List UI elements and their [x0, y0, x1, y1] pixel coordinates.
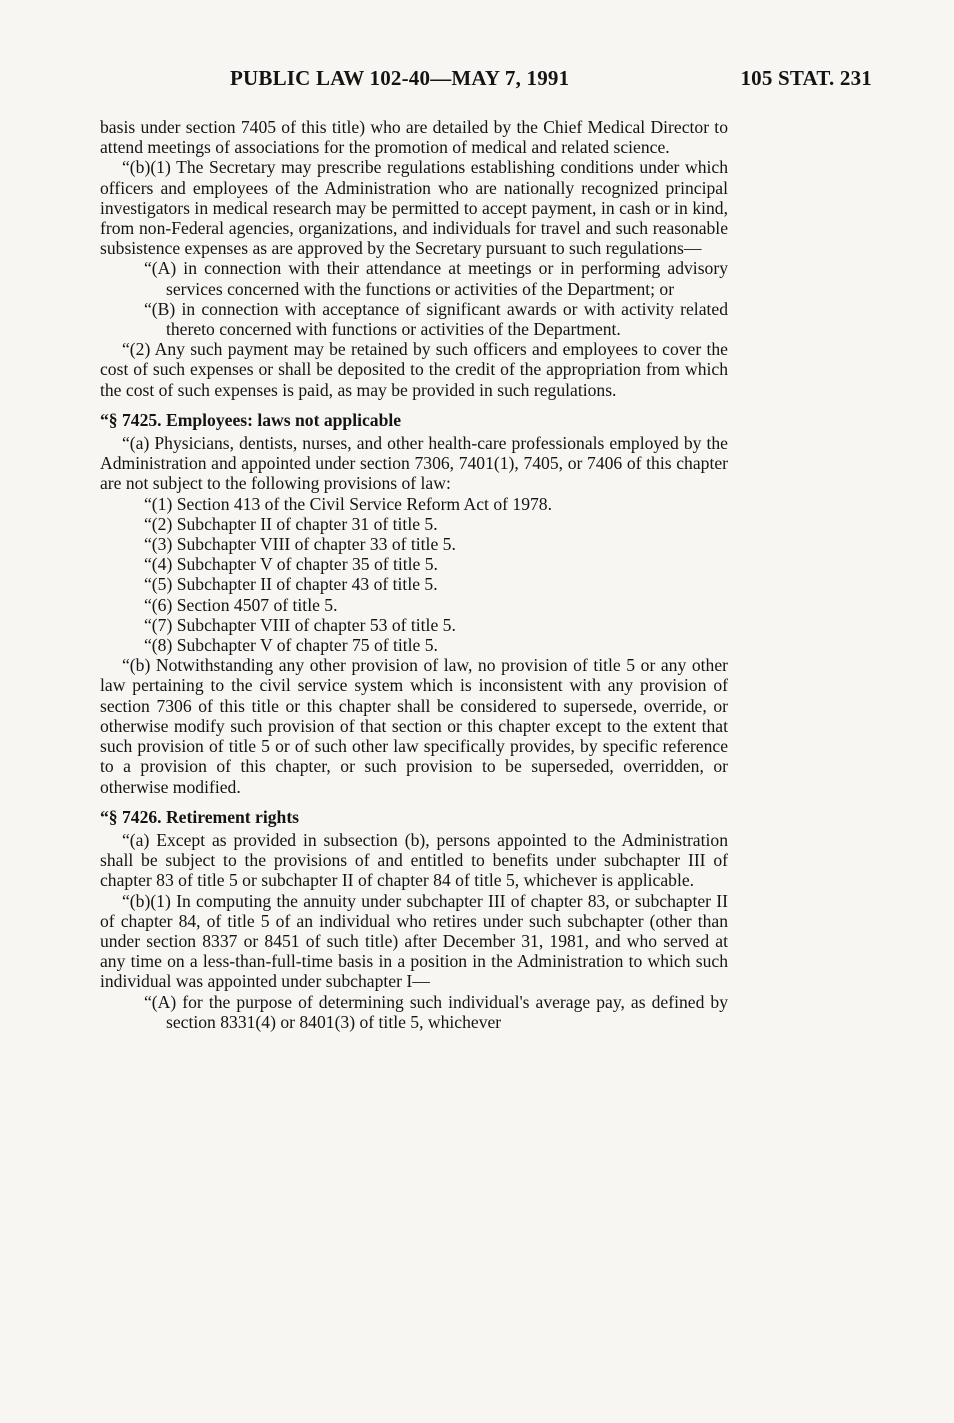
section-7425-b: “(b) Notwithstanding any other provision of law, no provision of title 5 or any other law pertaining to the civil service system which is inconsistent with any provision of section 7306 of this title or this chapter shall be considered to supersede, override, or otherwise modify such provision of that section or this chapter except to the extent that such provision of title 5 or of such other law specifically provides, by specific reference to a provision of this chapter, or such provision to be superseded, overridden, or otherwise modified.: [100, 655, 728, 797]
body-text: [100, 117, 728, 1032]
section-7426-b1-A: “(A) for the purpose of determining such individual's average pay, as defined by section 8331(4) or 8401(3) of title 5, whichever: [144, 991, 728, 1032]
section-7425-item: “(5) Subchapter II of chapter 43 of title 5.: [144, 574, 438, 595]
running-header: [0, 66, 954, 92]
section-7425-item: “(4) Subchapter V of chapter 35 of title 5.: [144, 554, 438, 575]
section-7425-item: “(3) Subchapter VIII of chapter 33 of title 5.: [144, 534, 456, 555]
section-7425-item: “(6) Section 4507 of title 5.: [144, 594, 338, 615]
section-heading-7425: “§ 7425. Employees: laws not applicable: [100, 409, 402, 430]
paragraph-b1-B: “(B) in connection with acceptance of significant awards or with activity related thereto concerned with functions or activities of the Department.: [144, 298, 728, 340]
paragraph-b1-A: “(A) in connection with their attendance at meetings or in performing advisory services concerned with the functions or activities of the Department; or: [144, 258, 728, 299]
section-7425-item: “(2) Subchapter II of chapter 31 of title 5.: [144, 513, 438, 534]
paragraph-b1: “(b)(1) The Secretary may prescribe regulations establishing conditions under which officers and employees of the Administration who are nationally recognized principal investigators in medical research may be permitted to accept payment, in cash or in kind, from non-Federal agencies, organizations, and individuals for travel and such reasonable subsistence expenses as are approved by the Secretary pursuant to such regulations—: [100, 157, 728, 259]
section-7425-item: “(1) Section 413 of the Civil Service Reform Act of 1978.: [144, 493, 552, 514]
section-7425-item: “(8) Subchapter V of chapter 75 of title 5.: [144, 635, 438, 656]
section-7426-a: “(a) Except as provided in subsection (b), persons appointed to the Administration shall be subject to the provisions of and entitled to benefits under subchapter III of chapter 83 of title 5 or subchapter II of chapter 84 of title 5, whichever is applicable.: [100, 829, 728, 891]
header-stat-citation: 105 STAT. 231: [740, 66, 872, 90]
section-7426-b1: “(b)(1) In computing the annuity under subchapter III of chapter 83, or subchapter II of chapter 84, of title 5 of an individual who retires under such subchapter (other than under section 8337 or 8451 of such title) after December 31, 1981, and who served at any time on a less-than-full-time basis in a position in the Administration to which such individual was appointed under subchapter I—: [100, 890, 728, 992]
section-7425-a: “(a) Physicians, dentists, nurses, and other health-care professionals employed by the Administration and appointed under section 7306, 7401(1), 7405, or 7406 of this chapter are not subject to the following provisions of law:: [100, 433, 728, 494]
section-heading-7426: “§ 7426. Retirement rights: [100, 806, 300, 827]
paragraph-continuation: basis under section 7405 of this title) who are detailed by the Chief Medical Director to attend meetings of associations for the promotion of medical and related science.: [100, 117, 728, 158]
paragraph-b2: “(2) Any such payment may be retained by such officers and employees to cover the cost of such expenses or shall be deposited to the credit of the appropriation from which the cost of such expenses is paid, as may be provided in such regulations.: [100, 339, 728, 400]
header-title: PUBLIC LAW 102-40—MAY 7, 1991: [230, 66, 570, 90]
section-7425-item: “(7) Subchapter VIII of chapter 53 of title 5.: [144, 614, 456, 635]
